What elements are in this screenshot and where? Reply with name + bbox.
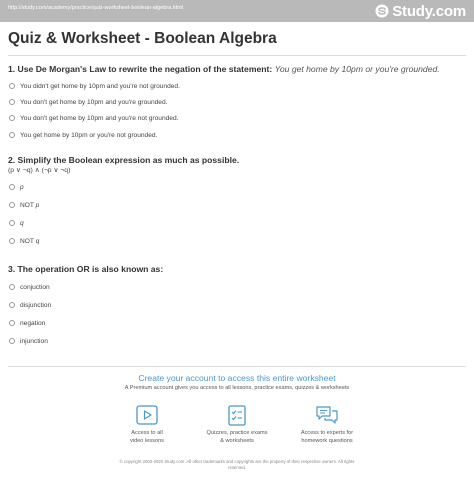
page-url: http://study.com/academy/practice/quiz-worksheet-boolean-algebra.html (8, 5, 184, 11)
question-3 (8, 264, 466, 275)
copyright-line: reserved. (228, 465, 246, 470)
answer-label (20, 220, 24, 227)
question-2-expression: (p ∨ ¬q) ∧ (¬p ∨ ¬q) (8, 167, 71, 174)
copyright-line: © copyright 2003-2020 Study.com. All other trademarks and copyrights are the property of their respective owners. All rights (119, 459, 355, 464)
create-account-link[interactable]: Create your account to access this entire worksheet (138, 373, 336, 383)
feature-line: & worksheets (220, 437, 254, 444)
header-bar (0, 0, 474, 22)
question-2 (8, 155, 466, 175)
radio-button[interactable] (9, 302, 15, 308)
radio-button[interactable] (9, 132, 15, 138)
answer-label (20, 202, 39, 209)
study-logo-icon (375, 4, 389, 18)
answer-label: You don't get home by 10pm and you're not grounded. (20, 114, 179, 122)
answer-label: You get home by 10pm or you're not grounded. (20, 131, 158, 139)
answer-label: You didn't get home by 10pm and you're not grounded. (20, 82, 180, 90)
radio-button[interactable] (9, 220, 15, 226)
answer-label: disjunction (20, 301, 52, 309)
feature-text (187, 430, 287, 445)
answer-option[interactable] (9, 218, 24, 228)
answer-label: negation (20, 319, 46, 327)
answer-option[interactable] (9, 130, 157, 140)
answer-option[interactable] (9, 113, 178, 123)
answer-variable: q (35, 237, 40, 245)
answer-label (20, 238, 39, 245)
feature-line: Access to all (131, 430, 163, 436)
chat-bubbles-icon (315, 404, 339, 426)
answer-option[interactable] (9, 336, 48, 346)
logo-text: Study.com (392, 2, 466, 20)
feature-text (277, 430, 377, 445)
question-1-prompt (8, 64, 466, 75)
answer-option[interactable] (9, 200, 39, 210)
answer-prefix: NOT (20, 237, 36, 245)
radio-button[interactable] (9, 99, 15, 105)
answer-label (20, 184, 24, 191)
radio-button[interactable] (9, 284, 15, 290)
radio-button[interactable] (9, 184, 15, 190)
answer-label: You don't get home by 10pm and you're grounded. (20, 98, 168, 106)
copyright-footer (0, 459, 474, 471)
page-title: Quiz & Worksheet - Boolean Algebra (8, 30, 277, 47)
premium-description: A Premium account gives you access to all lessons, practice exams, quizzes & worksheets (124, 385, 350, 391)
answer-label: conjuction (20, 283, 50, 291)
radio-button[interactable] (9, 115, 15, 121)
answer-option[interactable] (9, 318, 45, 328)
radio-button[interactable] (9, 202, 15, 208)
feature-video-lessons (97, 404, 197, 445)
question-2-prompt: 2. Simplify the Boolean expression as much as possible. (8, 155, 240, 165)
answer-option[interactable] (9, 282, 50, 292)
feature-line: video lessons (130, 437, 164, 444)
radio-button[interactable] (9, 320, 15, 326)
question-1 (8, 64, 466, 75)
feature-line: Access to experts for (300, 430, 354, 436)
radio-button[interactable] (9, 83, 15, 89)
answer-variable: p (20, 183, 24, 191)
video-play-icon (135, 404, 159, 426)
cta-divider (8, 366, 466, 367)
answer-option[interactable] (9, 81, 180, 91)
answer-option[interactable] (9, 182, 24, 192)
question-1-prompt-prefix: 1. Use De Morgan's Law to rewrite the (8, 64, 165, 74)
question-1-prompt-after: of the statement: (200, 64, 275, 74)
feature-line: homework questions (301, 437, 353, 444)
answer-variable: q (20, 219, 24, 227)
question-1-prompt-bold: negation (164, 64, 201, 74)
answer-prefix: NOT (20, 201, 36, 209)
feature-experts (277, 404, 377, 445)
feature-quizzes (187, 404, 287, 445)
study-logo[interactable] (375, 2, 466, 20)
question-1-statement: You get home by 10pm or you're grounded. (274, 64, 440, 74)
answer-variable: p (35, 201, 40, 209)
feature-line: Quizzes, practice exams (206, 430, 268, 436)
answer-label: injunction (20, 337, 48, 345)
answer-option[interactable] (9, 97, 167, 107)
quiz-checklist-icon (225, 404, 249, 426)
radio-button[interactable] (9, 338, 15, 344)
question-3-prompt: 3. The operation OR is also known as: (8, 264, 164, 274)
radio-button[interactable] (9, 238, 15, 244)
answer-option[interactable] (9, 236, 39, 246)
answer-option[interactable] (9, 300, 51, 310)
premium-features (0, 404, 474, 454)
feature-text (97, 430, 197, 445)
title-divider (8, 55, 466, 56)
